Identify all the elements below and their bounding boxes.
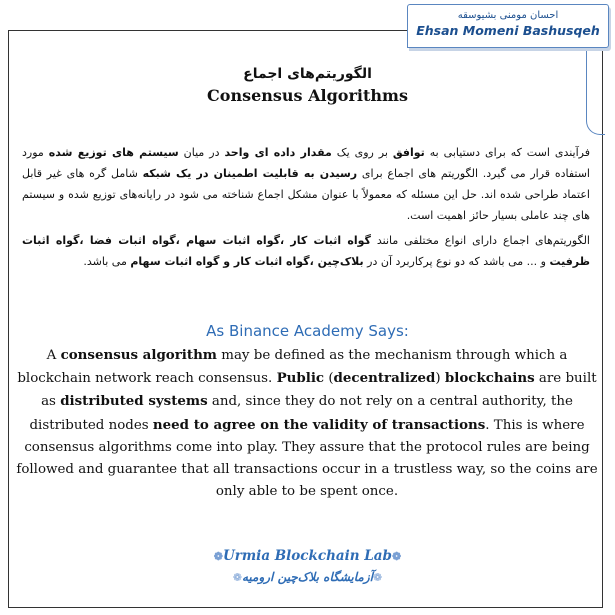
fa-paragraph-1 — [22, 142, 590, 226]
body-text: می باشد. — [83, 255, 131, 268]
body-text: and, since they do not rely on a central authority, the distributed nodes — [29, 394, 573, 433]
emphasis-text: مقدار داده ای واحد — [224, 146, 332, 159]
emphasis-text: need to agree on the validity of transactions — [152, 416, 486, 433]
flower-icon: ❁ — [213, 550, 224, 563]
lab-name-fa — [0, 570, 615, 584]
author-name-fa: احسان مومنی بشیوسقه — [457, 10, 559, 21]
document-frame — [8, 30, 603, 608]
flower-icon: ❁ — [391, 550, 402, 563]
emphasis-text: رسیدن به قابلیت اطمینان در یک شبکه — [142, 167, 358, 180]
body-text: بر روی یک — [331, 146, 393, 159]
body-text: are built as — [41, 371, 597, 410]
lab-name-en-text: Urmia Blockchain Lab — [223, 548, 392, 564]
body-text: در میان — [178, 146, 225, 159]
binance-heading: As Binance Academy Says: — [206, 322, 409, 340]
emphasis-text: blockchains — [444, 370, 535, 387]
lab-name-en — [0, 548, 615, 564]
flower-icon: ❁ — [373, 571, 383, 584]
persian-body — [22, 142, 590, 276]
flower-icon: ❁ — [232, 571, 242, 584]
body-text: شامل گره های غیر قابل اعتماد طراحی شده اند. حل این مسئله که معمولاً با عنوان مشکل اجماع شناخته می شود در رایانه‌های توزیع شده و سیستم های چند عاملی بسیار حائز اهمیت است. — [22, 167, 590, 222]
body-text: may be defined as the mechanism through which a blockchain network reach consensus. — [17, 348, 568, 387]
body-text: فرآیندی است که برای دستیابی به — [424, 146, 590, 159]
emphasis-text: بلاک‌چین ،گواه اثبات کار و گواه اثبات سهام — [130, 255, 364, 268]
author-tag — [407, 4, 609, 48]
emphasis-text: decentralized — [333, 370, 436, 387]
tag-fold-decoration — [586, 44, 605, 135]
lab-name-fa-text: آزمایشگاه بلاک‌چین ارومیه — [241, 570, 373, 584]
body-text: A — [46, 348, 61, 363]
body-text: مورد استفاده قرار می گیرد. الگوریتم های اجماع برای — [22, 146, 590, 180]
author-name-en: Ehsan Momeni Bashusqeh — [416, 23, 600, 38]
emphasis-text: سیستم های توزیع شده — [48, 146, 179, 159]
english-paragraph — [14, 344, 600, 503]
body-text: و ... می باشد که دو نوع پرکاربرد آن در — [363, 255, 550, 268]
body-text: الگوریتم‌های اجماع دارای انواع مختلفی مانند — [370, 234, 590, 247]
emphasis-text: consensus algorithm — [60, 347, 217, 363]
title-fa: الگوریتم‌های اجماع — [243, 66, 372, 82]
body-text: ) — [435, 371, 445, 387]
body-text: . This is where consensus algorithms come into play. They assure that the protocol rules are being followed and guarantee that all transactions occur in a trustless way, so the coins are only able to be spent once. — [16, 417, 598, 500]
emphasis-text: گواه اثبات کار ،گواه اثبات سهام ،گواه اثبات فضا ،گواه اثبات ظرفیت — [22, 234, 590, 268]
title-en: Consensus Algorithms — [207, 86, 408, 105]
emphasis-text: distributed systems — [60, 393, 208, 410]
emphasis-text: توافق — [392, 146, 425, 159]
body-text: ( — [324, 371, 334, 387]
fa-paragraph-2 — [22, 230, 590, 272]
emphasis-text: Public — [276, 370, 325, 387]
